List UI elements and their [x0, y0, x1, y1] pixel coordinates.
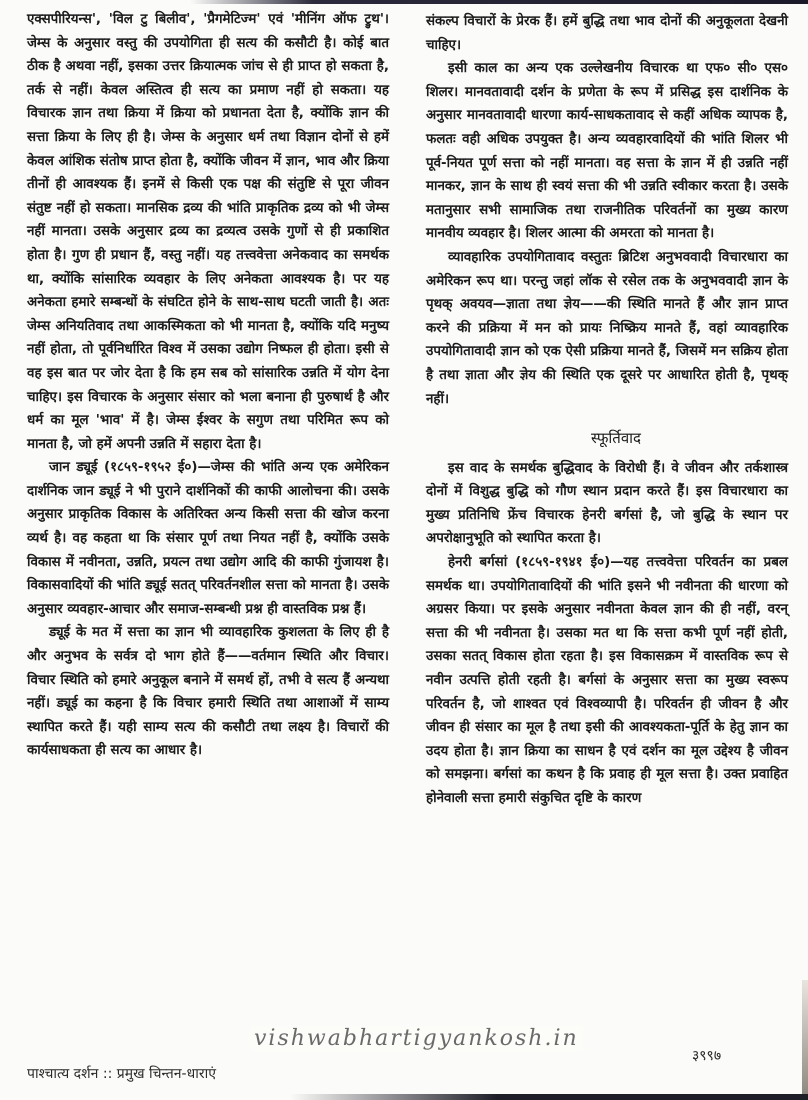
right-column [426, 10, 788, 811]
footer-book-section: पाश्चात्य दर्शन :: प्रमुख चिन्तन-धाराएं [27, 1066, 216, 1082]
left-column [27, 8, 389, 763]
page-number: ३९९७ [692, 1048, 722, 1064]
paragraph-dewey-intro: जान ड्यूई (१८५९-१९५२ ई०)—जेम्स की भांति अन्य एक अमेरिकन दार्शनिक जान ड्यूई ने भी पुराने दार्शनिकों की काफी आलोचना की। उसके अनुसार प्राकृतिक विकास के अतिरिक्त अन्य किसी सत्ता की खोज करना व्यर्थ है। वह कहता था कि संसार पूर्ण तथा नियत नहीं है, क्योंकि उसके विकास में नवीनता, उन्नति, प्रयत्न तथा उद्योग आदि की काफी गुंजायश है। विकासवादियों की भांति ड्यूई सतत् परिवर्तनशील सत्ता को मानता है। उसके अनुसार व्यवहार-आचार और समाज-सम्बन्धी प्रश्न ही वास्तविक प्रश्न हैं। [27, 460, 389, 617]
paragraph-schiller: इसी काल का अन्य एक उल्लेखनीय विचारक था एफ० सी० एस० शिलर। मानवतावादी दर्शन के प्रणेता के रूप में प्रसिद्ध इस दार्शनिक के अनुसार मानवतावादी धारणा कार्य-साधकतावाद से कहीं अधिक व्यापक है, फलतः वही अधिक उपयुक्त है। अन्य व्यवहारवादियों की भांति शिलर भी पूर्व-नियत पूर्ण सत्ता को नहीं मानता। वह सत्ता के ज्ञान में ही उन्नति नहीं मानकर, ज्ञान के साथ ही स्वयं सत्ता की भी उन्नति स्वीकार करता है। उसके मतानुसार सभी सामाजिक तथा राजनीतिक परिवर्तनों का मुख्य कारण मानवीय व्यवहार है। शिलर आत्मा की अमरता को मानता है। [426, 61, 788, 242]
page-curl-edge [802, 980, 808, 1100]
paragraph-bergson: हेनरी बर्गसां (१८५९-१९४१ ई०)—यह तत्त्ववेत्ता परिवर्तन का प्रबल समर्थक था। उपयोगितावादियों की भांति इसने भी नवीनता की धारणा को अग्रसर किया। पर इसके अनुसार नवीनता केवल ज्ञान की ही नहीं, वरन् सत्ता की भी नवीनता है। उसका मत था कि सत्ता कभी पूर्ण नहीं होती, उसका सतत् विकास होता रहता है। इस विकासक्रम में वास्तविक रूप से नवीन उत्पत्ति होती रहती है। बर्गसां के अनुसार सत्ता का मुख्य स्वरूप परिवर्तन है, जो शाश्वत एवं विश्वव्यापी है। परिवर्तन ही जीवन है और जीवन ही संसार का मूल है तथा इसी की आवश्यकता-पूर्ति के हेतु ज्ञान का उदय होता है। ज्ञान क्रिया का साधन है एवं दर्शन का मूल उद्देश्य है जीवन को समझना। बर्गसां का कथन है कि प्रवाह ही मूल सत्ता है। उक्त प्रवाहित होनेवाली सत्ता हमारी संकुचित दृष्टि के कारण [426, 555, 788, 806]
page-edge-shadow [190, 0, 808, 4]
paragraph-james-continued: एक्सपीरियन्स', 'विल टु बिलीव', 'प्रैगमेटिज्म' एवं 'मीनिंग ऑफ ट्रुथ'। जेम्स के अनुसार वस्तु की उपयोगिता ही सत्य की कसौटी है। कोई बात ठीक है अथवा नहीं, इसका उत्तर क्रियात्मक जांच से ही प्राप्त हो सकता है, तर्क से नहीं। केवल अस्तित्व ही सत्य का प्रमाण नहीं हो सकता। यह विचारक ज्ञान तथा क्रिया में क्रिया को प्रधानता देता है, क्योंकि ज्ञान की सत्ता क्रिया के लिए ही है। जेम्स के अनुसार धर्म तथा विज्ञान दोनों से हमें केवल आंशिक संतोष प्राप्त होता है, क्योंकि जीवन में ज्ञान, भाव और क्रिया तीनों ही आवश्यक हैं। इनमें से किसी एक पक्ष की संतुष्टि से पूरा जीवन संतुष्ट नहीं हो सकता। मानसिक द्रव्य की भांति प्राकृतिक द्रव्य को भी जेम्स नहीं मानता। उसके अनुसार द्रव्य का द्रव्यत्व उसके गुणों से ही प्रकाशित होता है। गुण ही प्रधान हैं, वस्तु नहीं। यह तत्त्ववेत्ता अनेकवाद का समर्थक था, क्योंकि सांसारिक व्यवहार के लिए अनेकता आवश्यक है। पर यह अनेकता हमारे सम्बन्धों के संघटित होने के साथ-साथ घटती जाती है। अतः जेम्स अनियतिवाद तथा आकस्मिकता को भी मानता है, क्योंकि यदि मनुष्य नहीं होता, तो पूर्वनिर्धारित विश्व में उसका उद्योग निष्फल ही होता। इसी से वह इस बात पर जोर देता है कि हम सब को सांसारिक उन्नति में योग देना चाहिए। इस विचारक के अनुसार संसार को भला बनाना ही पुरुषार्थ है और धर्म का मूल 'भाव' में है। जेम्स ईश्वर के सगुण तथा परिमित रूप को मानता है, जो हमें अपनी उन्नति में सहारा देता है। [27, 12, 389, 452]
section-heading-sphurtivad: स्फूर्तिवाद [590, 429, 642, 448]
page-bottom-shadow [290, 1094, 808, 1100]
paragraph-dewey-truth: ड्यूई के मत में सत्ता का ज्ञान भी व्यावहारिक कुशलता के लिए ही है और अनुभव के सर्वत्र दो भाग होते हैं——वर्तमान स्थिति और विचार। विचार स्थिति को हमारे अनुकूल बनाने में समर्थ हों, तभी वे सत्य हैं अन्यथा नहीं। ड्यूई का कहना है कि विचार हमारी स्थिति तथा आशाओं में साम्य स्थापित करते हैं। यही साम्य सत्य की कसौटी तथा लक्ष्य है। विचारों की कार्यसाधकता ही सत्य का आधार है। [27, 625, 389, 759]
paragraph-pragmatism-empiricism: व्यावहारिक उपयोगितावाद वस्तुतः ब्रिटिश अनुभववादी विचारधारा का अमेरिकन रूप था। परन्तु जहां लॉक से रसेल तक के अनुभववादी ज्ञान के पृथक् अवयव—ज्ञाता तथा ज्ञेय——की स्थिति मानते हैं और ज्ञान प्राप्त करने की प्रक्रिया में मन को प्रायः निष्क्रिय मानते हैं, वहां व्यावहारिक उपयोगितावादी ज्ञान को एक ऐसी प्रक्रिया मानते हैं, जिसमें मन सक्रिय होता है तथा ज्ञाता और ज्ञेय की स्थिति एक दूसरे पर आधारित होती है, पृथक् नहीं। [426, 249, 788, 407]
paragraph-will-continued: संकल्प विचारों के प्रेरक हैं। हमें बुद्धि तथा भाव दोनों की अनुकूलता देखनी चाहिए। [426, 14, 788, 53]
paragraph-sphurtivad-intro: इस वाद के समर्थक बुद्धिवाद के विरोधी हैं। वे जीवन और तर्कशास्त्र दोनों में विशुद्ध बुद्धि को गौण स्थान प्रदान करते हैं। इस विचारधारा का मुख्य प्रतिनिधि फ्रेंच विचारक हेनरी बर्गसां है, जो बुद्धि के स्थान पर अपरोक्षानुभूति को स्थापित करता है। [426, 460, 788, 547]
watermark: vishwabhartigyankosh.in [250, 1026, 583, 1051]
